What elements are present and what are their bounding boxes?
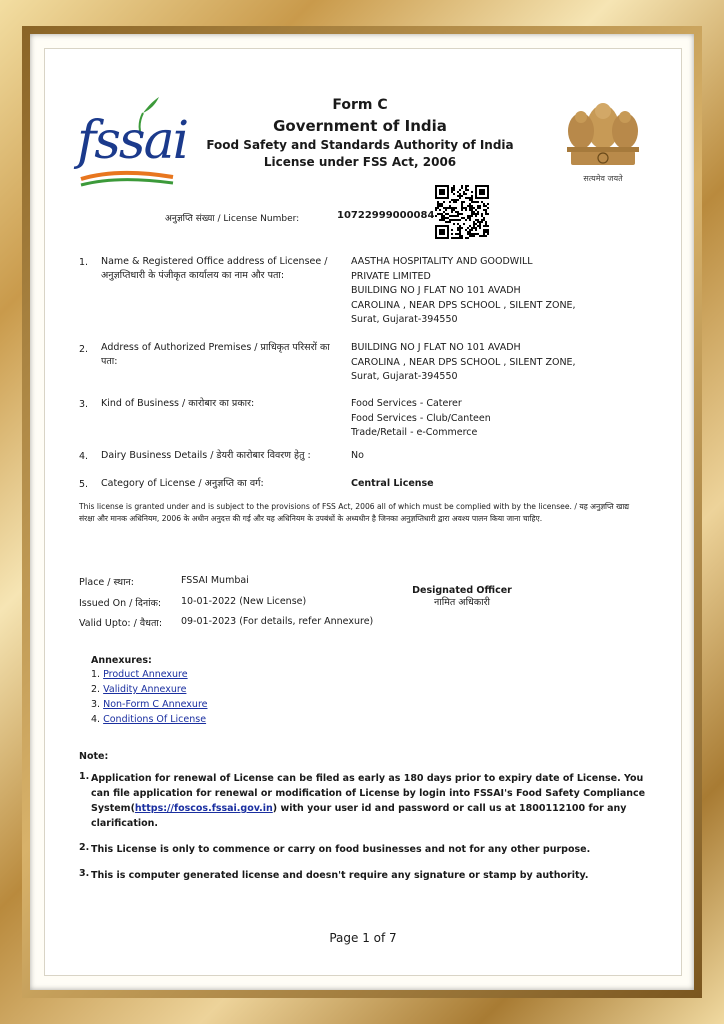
row-number: 5. bbox=[79, 479, 89, 490]
valid-upto-label: Valid Upto: / वैधता: bbox=[79, 618, 163, 629]
row-number: 2. bbox=[79, 344, 89, 355]
issued-on-value: 10-01-2022 (New License) bbox=[181, 596, 307, 607]
place-label: Place / स्थान: bbox=[79, 577, 135, 588]
row-number: 1. bbox=[79, 257, 89, 268]
value-line: BUILDING NO J FLAT NO 101 AVADH bbox=[351, 285, 521, 296]
row-number: 4. bbox=[79, 451, 89, 462]
annexure-number: 3. bbox=[91, 699, 101, 710]
value-line: Food Services - Caterer bbox=[351, 398, 462, 409]
form-title: Form C bbox=[332, 97, 388, 113]
value-line: Central License bbox=[351, 478, 434, 489]
note-number: 3. bbox=[79, 868, 90, 879]
computer-generated-note: This is computer generated license and doesn't require any signature or stamp by authority. bbox=[91, 870, 589, 881]
note-number: 1. bbox=[79, 771, 90, 782]
fssai-logo-text: fssai bbox=[77, 111, 188, 171]
annexure-item bbox=[91, 714, 206, 725]
kind-of-business-value bbox=[351, 397, 621, 441]
dairy-business-label: Dairy Business Details / डेयरी कारोबार विवरण हेतु : bbox=[101, 450, 311, 461]
officer-title-hindi: नामित अधिकारी bbox=[434, 597, 490, 608]
value-line: CAROLINA , NEAR DPS SCHOOL , SILENT ZONE, bbox=[351, 356, 576, 368]
note-number: 2. bbox=[79, 842, 90, 853]
licensee-name-label: Name & Registered Office address of Licensee / अनुज्ञप्तिधारी के पंजीकृत कार्यालय का नाम और पता: bbox=[101, 256, 328, 281]
authority-title: Food Safety and Standards Authority of India bbox=[206, 138, 514, 152]
renewal-note bbox=[91, 771, 647, 831]
license-number-value: 10722999000084 bbox=[337, 210, 435, 221]
license-document bbox=[44, 48, 682, 976]
conditions-of-license-link[interactable]: Conditions Of License bbox=[103, 714, 207, 725]
product-annexure-link[interactable]: Product Annexure bbox=[103, 669, 188, 680]
annexure-item bbox=[91, 684, 186, 695]
license-number-label: अनुज्ञप्ति संख्या / License Number: bbox=[165, 214, 300, 224]
annexures-title: Annexures: bbox=[91, 655, 152, 666]
value-line: Surat, Gujarat-394550 bbox=[351, 371, 458, 382]
license-category-value bbox=[351, 477, 621, 492]
licensee-name-value bbox=[351, 255, 621, 328]
license-category-label: Category of License / अनुज्ञप्ति का वर्ग: bbox=[101, 478, 264, 489]
premises-address-label: Address of Authorized Premises / प्राधिकृत परिसरों का पता: bbox=[101, 342, 330, 367]
renewal-note-text: Application for renewal of License can be filed as early as 180 days prior to expiry date of License. You can file application for renewal or modification of License by login into FSSAI's Food Safety Compliance System( bbox=[91, 773, 646, 814]
annexure-item bbox=[91, 699, 207, 710]
value-line: AASTHA HOSPITALITY AND GOODWILL bbox=[351, 256, 533, 267]
value-line: Food Services - Club/Canteen bbox=[351, 412, 491, 424]
annexure-number: 4. bbox=[91, 714, 101, 725]
renewal-note-text-end: ) with your user id and password or call us at 1800112100 for any clarification. bbox=[91, 803, 627, 829]
value-line: PRIVATE LIMITED bbox=[351, 270, 431, 282]
premises-address-value bbox=[351, 341, 621, 385]
officer-title: Designated Officer bbox=[412, 585, 512, 596]
issued-on-label: Issued On / दिनांक: bbox=[79, 598, 162, 609]
foscos-link[interactable]: https://foscos.fssai.gov.in bbox=[134, 803, 273, 814]
annexure-item bbox=[91, 669, 188, 680]
government-title: Government of India bbox=[273, 117, 447, 135]
dairy-business-value bbox=[351, 449, 621, 464]
emblem-motto: सत्यमेव जयते bbox=[583, 174, 623, 183]
page-indicator: Page 1 of 7 bbox=[329, 931, 397, 945]
annexure-number: 2. bbox=[91, 684, 101, 695]
row-number: 3. bbox=[79, 399, 89, 410]
purpose-note: This License is only to commence or carry on food businesses and not for any other purpose. bbox=[91, 844, 591, 855]
value-line: Trade/Retail - e-Commerce bbox=[351, 427, 478, 438]
value-line: BUILDING NO J FLAT NO 101 AVADH bbox=[351, 342, 521, 353]
fssai-logo bbox=[77, 91, 188, 187]
valid-upto-value: 09-01-2023 (For details, refer Annexure) bbox=[181, 616, 374, 627]
non-form-c-annexure-link[interactable]: Non-Form C Annexure bbox=[103, 699, 208, 710]
place-value: FSSAI Mumbai bbox=[181, 575, 249, 586]
designated-officer bbox=[407, 585, 517, 609]
value-line: CAROLINA , NEAR DPS SCHOOL , SILENT ZONE, bbox=[351, 299, 576, 311]
value-line: Surat, Gujarat-394550 bbox=[351, 314, 458, 325]
note-title: Note: bbox=[79, 751, 109, 762]
value-line: No bbox=[351, 450, 364, 461]
qr-code-icon bbox=[435, 185, 489, 239]
annexure-number: 1. bbox=[91, 669, 101, 680]
act-title: License under FSS Act, 2006 bbox=[263, 155, 457, 169]
kind-of-business-label: Kind of Business / कारोबार का प्रकार: bbox=[101, 398, 255, 409]
validity-annexure-link[interactable]: Validity Annexure bbox=[103, 684, 187, 695]
grant-statement: This license is granted under and is subject to the provisions of FSS Act, 2006 all of which must be complied with by the licensee. / यह अनुज्ञप्ति खाद्य संरक्षा और मानक अधिनियम, 2006 के अधीन अनुदत्त की गई और यह अधिनियम के उपबंधों के अध्यधीन है जिनका अनुज्ञप्तिधारी द्वारा अवश्य पालन किया जाना चाहिए. bbox=[79, 502, 630, 523]
